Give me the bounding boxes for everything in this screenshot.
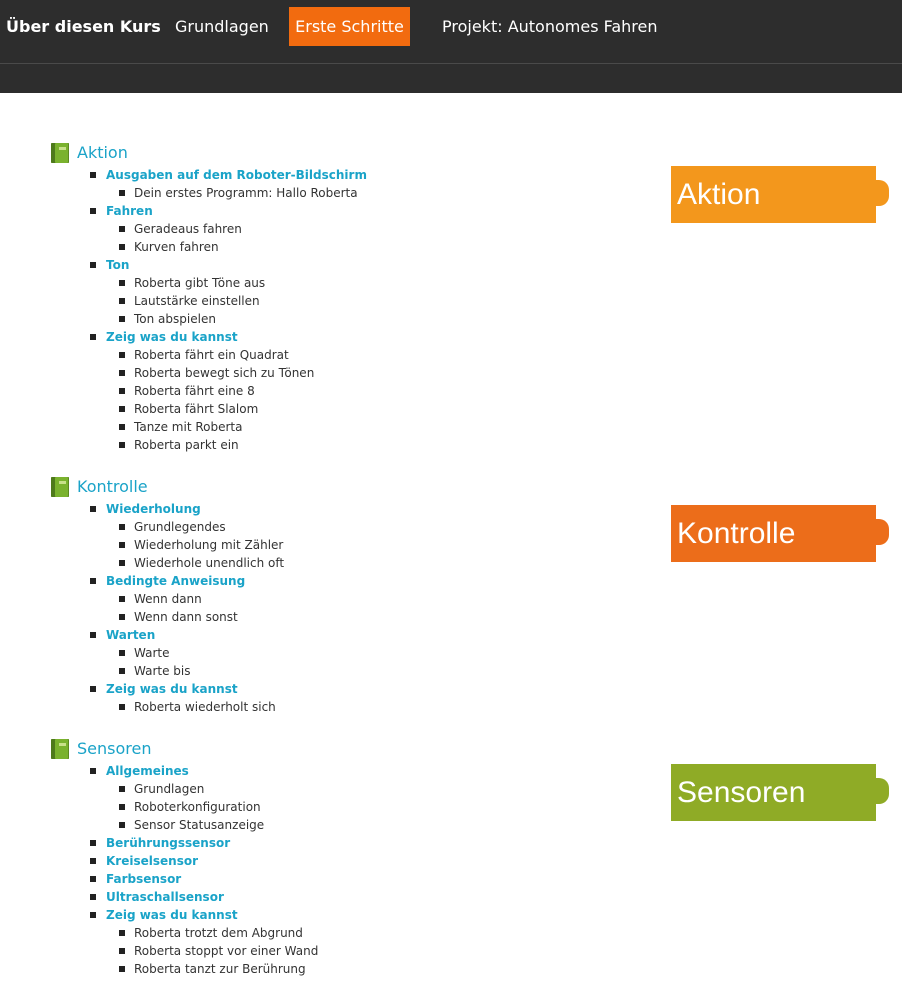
sensoren-puzzle-badge [671, 764, 876, 821]
topic-item [90, 852, 318, 870]
topic-link[interactable]: Ausgaben auf dem Roboter-Bildschirm [106, 168, 367, 182]
topic-item [90, 202, 367, 256]
topic-link[interactable]: Ultraschallsensor [106, 890, 224, 904]
nav-row [0, 0, 902, 64]
topic-list-kontrolle [90, 500, 284, 716]
topic-item [90, 256, 367, 328]
topic-item [90, 572, 284, 626]
lesson-list [106, 518, 284, 572]
lesson-list [106, 274, 367, 328]
puzzle-label: Sensoren [677, 776, 806, 809]
aktion-puzzle-badge [671, 166, 876, 223]
nav-tab-projekt[interactable]: Projekt: Autonomes Fahren [442, 17, 658, 36]
lesson-item[interactable]: Wiederhole unendlich oft [106, 554, 284, 572]
topic-item [90, 906, 318, 978]
lesson-item[interactable]: Roboterkonfiguration [106, 798, 318, 816]
kontrolle-puzzle-badge [671, 505, 876, 562]
lesson-item[interactable]: Tanze mit Roberta [106, 418, 367, 436]
lesson-item[interactable]: Wenn dann [106, 590, 284, 608]
topic-link[interactable]: Zeig was du kannst [106, 682, 238, 696]
lesson-list [106, 590, 284, 626]
topic-link[interactable]: Zeig was du kannst [106, 908, 238, 922]
section-title[interactable]: Sensoren [77, 739, 152, 758]
nav-tab-erste-schritte[interactable]: Erste Schritte [289, 7, 410, 46]
topic-item [90, 888, 318, 906]
lesson-item[interactable]: Roberta wiederholt sich [106, 698, 284, 716]
lesson-item[interactable]: Warte [106, 644, 284, 662]
lesson-item[interactable]: Grundlegendes [106, 518, 284, 536]
top-navigation [0, 0, 902, 93]
book-icon [51, 739, 69, 759]
section-title[interactable]: Aktion [77, 143, 128, 162]
lesson-item[interactable]: Roberta parkt ein [106, 436, 367, 454]
topic-list-aktion [90, 166, 367, 454]
topic-link[interactable]: Ton [106, 258, 130, 272]
puzzle-label: Aktion [677, 178, 761, 211]
topic-link[interactable]: Berührungssensor [106, 836, 231, 850]
lesson-list [106, 220, 367, 256]
topic-link[interactable]: Warten [106, 628, 156, 642]
lesson-item[interactable]: Kurven fahren [106, 238, 367, 256]
topic-item [90, 834, 318, 852]
puzzle-connector-icon [869, 778, 889, 804]
lesson-item[interactable]: Dein erstes Programm: Hallo Roberta [106, 184, 367, 202]
topic-link[interactable]: Wiederholung [106, 502, 201, 516]
lesson-list [106, 780, 318, 834]
lesson-item[interactable]: Roberta fährt ein Quadrat [106, 346, 367, 364]
lesson-item[interactable]: Lautstärke einstellen [106, 292, 367, 310]
lesson-item[interactable]: Ton abspielen [106, 310, 367, 328]
lesson-list [106, 346, 367, 454]
section-header-sensoren [51, 738, 151, 760]
topic-item [90, 680, 284, 716]
topic-item [90, 762, 318, 834]
puzzle-connector-icon [869, 519, 889, 545]
lesson-list [106, 698, 284, 716]
topic-item [90, 500, 284, 572]
topic-item [90, 166, 367, 202]
lesson-item[interactable]: Roberta bewegt sich zu Tönen [106, 364, 367, 382]
nav-tab-grundlagen[interactable]: Grundlagen [175, 17, 269, 36]
topic-link[interactable]: Kreiselsensor [106, 854, 198, 868]
topic-link[interactable]: Bedingte Anweisung [106, 574, 246, 588]
lesson-item[interactable]: Roberta fährt eine 8 [106, 382, 367, 400]
book-icon [51, 143, 69, 163]
nav-brand-link[interactable]: Über diesen Kurs [6, 17, 161, 36]
lesson-item[interactable]: Warte bis [106, 662, 284, 680]
topic-link[interactable]: Zeig was du kannst [106, 330, 238, 344]
lesson-item[interactable]: Sensor Statusanzeige [106, 816, 318, 834]
section-header-aktion [51, 142, 128, 164]
lesson-item[interactable]: Wiederholung mit Zähler [106, 536, 284, 554]
lesson-item[interactable]: Geradeaus fahren [106, 220, 367, 238]
lesson-item[interactable]: Roberta gibt Töne aus [106, 274, 367, 292]
topic-link[interactable]: Farbsensor [106, 872, 182, 886]
puzzle-connector-icon [869, 180, 889, 206]
topic-item [90, 328, 367, 454]
puzzle-label: Kontrolle [677, 517, 796, 550]
book-icon [51, 477, 69, 497]
topic-link[interactable]: Fahren [106, 204, 153, 218]
section-header-kontrolle [51, 476, 148, 498]
lesson-item[interactable]: Roberta trotzt dem Abgrund [106, 924, 318, 942]
lesson-list [106, 184, 367, 202]
topic-item [90, 626, 284, 680]
lesson-item[interactable]: Grundlagen [106, 780, 318, 798]
section-title[interactable]: Kontrolle [77, 477, 148, 496]
lesson-item[interactable]: Wenn dann sonst [106, 608, 284, 626]
lesson-item[interactable]: Roberta tanzt zur Berührung [106, 960, 318, 978]
topic-link[interactable]: Allgemeines [106, 764, 189, 778]
lesson-item[interactable]: Roberta fährt Slalom [106, 400, 367, 418]
lesson-list [106, 924, 318, 978]
topic-list-sensoren [90, 762, 318, 978]
lesson-list [106, 644, 284, 680]
lesson-item[interactable]: Roberta stoppt vor einer Wand [106, 942, 318, 960]
topic-item [90, 870, 318, 888]
